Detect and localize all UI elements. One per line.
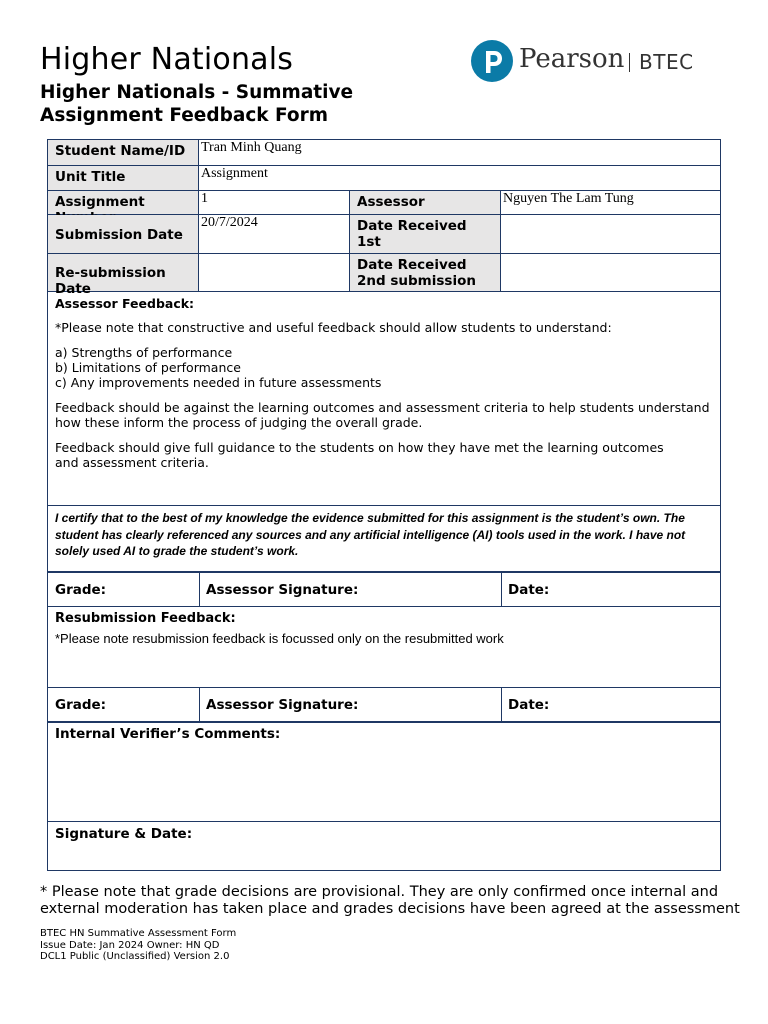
divider (199, 687, 200, 721)
meta-line: Issue Date: Jan 2024 Owner: HN QD (40, 939, 220, 951)
assignment-number-label: Assignment (48, 191, 199, 215)
pearson-p-icon (471, 40, 513, 82)
assessor-feedback-heading: Assessor Feedback: (55, 296, 195, 311)
date-received-2-field[interactable] (501, 254, 720, 292)
assessor-field[interactable]: Nguyen The Lam Tung (501, 191, 720, 215)
feedback-item: b) Limitations of performance (55, 360, 241, 375)
form-title: Higher Nationals - Summative Assignment Feedback Form (40, 82, 354, 126)
page-title: Higher Nationals (40, 42, 294, 77)
assignment-number-field[interactable]: 1 (199, 191, 350, 215)
divider (501, 573, 502, 607)
student-name-field[interactable]: Tran Minh Quang (199, 140, 720, 166)
assessor-signature-label: Assessor Signature: (206, 582, 359, 598)
date-received-1-field[interactable] (501, 215, 720, 254)
student-name-label: Student Name/ID (48, 140, 199, 166)
date-label: Date: (508, 697, 550, 713)
submission-date-field[interactable]: 20/7/2024 (199, 215, 350, 254)
logo-product: BTEC (639, 50, 694, 74)
assessor-label: Assessor (350, 191, 501, 215)
resubmission-note: *Please note resubmission feedback is focussed only on the resubmitted work (55, 631, 504, 646)
resubmission-feedback-heading: Resubmission Feedback: (55, 611, 236, 626)
signature-date-label: Signature & Date: (55, 826, 193, 842)
divider (48, 687, 720, 688)
feedback-form (47, 139, 721, 871)
feedback-paragraph: Feedback should be against the learning outcomes and assessment criteria to help students understand how these inform the process of judging the overall grade. (55, 400, 710, 430)
feedback-item: c) Any improvements needed in future assessments (55, 375, 382, 390)
divider (199, 573, 200, 607)
assessor-signature-label: Assessor Signature: (206, 697, 359, 713)
internal-verifier-heading: Internal Verifier’s Comments: (55, 726, 281, 742)
footnote: * Please note that grade decisions are provisional. They are only confirmed once internal and external moderation has taken place and grades decisions have been agreed at the assessment (40, 884, 740, 917)
assessor-feedback-box[interactable] (48, 292, 720, 506)
logo-divider (629, 53, 630, 72)
feedback-note: *Please note that constructive and useful feedback should allow students to understand: (55, 320, 612, 335)
grade-label: Grade: (55, 697, 107, 713)
certification-statement: I certify that to the best of my knowledge the evidence submitted for this assignment is the student’s own. The student has clearly referenced any sources and any artificial intelligence (AI) tools used in the work. I have not solely used AI to grade the student’s work. (48, 506, 720, 573)
document-meta (40, 928, 236, 963)
meta-line: DCL1 Public (Unclassified) Version 2.0 (40, 951, 230, 962)
unit-title-field[interactable]: Assignment (199, 166, 720, 191)
resubmission-date-label: Re-submission Date (48, 254, 199, 292)
divider (48, 721, 720, 723)
divider (501, 687, 502, 721)
submission-date-label: Submission Date (48, 215, 199, 254)
grade-label: Grade: (55, 582, 107, 598)
feedback-paragraph: Feedback should give full guidance to the students on how they have met the learning outcomes and assessment criteria. (55, 440, 664, 470)
resubmission-date-field[interactable] (199, 254, 350, 292)
divider (48, 606, 720, 607)
unit-title-label: Unit Title (48, 166, 199, 191)
logo-brand: Pearson (519, 44, 625, 74)
feedback-item: a) Strengths of performance (55, 345, 233, 360)
divider (48, 821, 720, 822)
date-received-1-label: Date Received 1st (350, 215, 501, 254)
date-received-2-label: Date Received 2nd submission (350, 254, 501, 292)
meta-line: BTEC HN Summative Assessment Form (40, 928, 237, 939)
pearson-btec-logo (471, 40, 701, 86)
date-label: Date: (508, 582, 550, 598)
